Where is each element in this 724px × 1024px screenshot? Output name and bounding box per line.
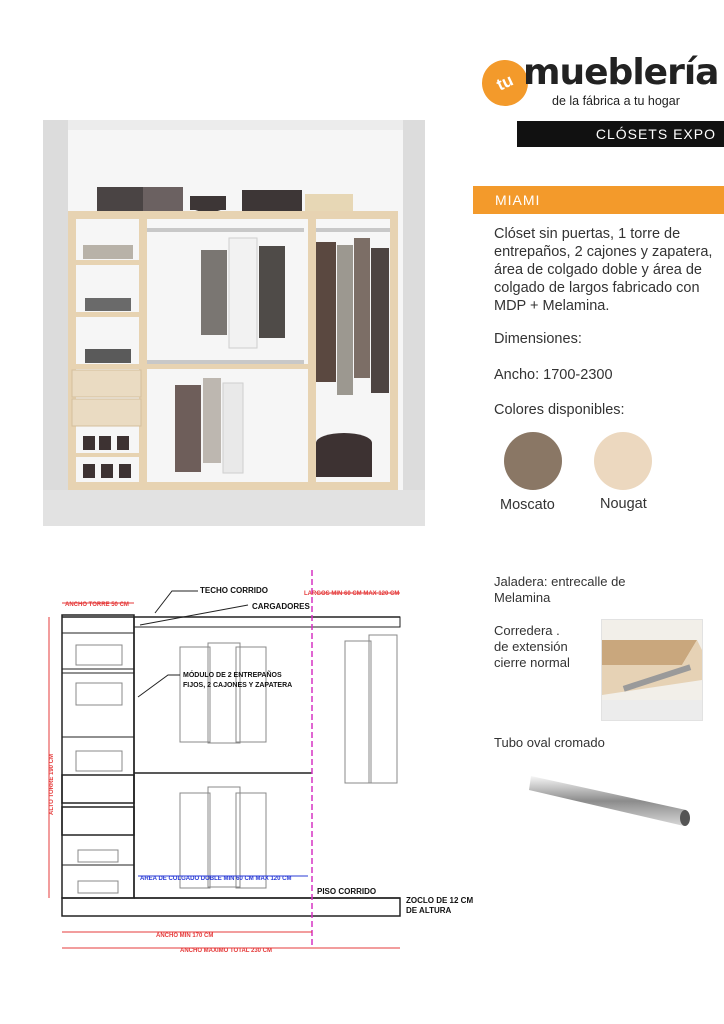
label-modulo-2: FIJOS, 2 CAJONES Y ZAPATERA [183, 682, 293, 689]
tube-photo [526, 768, 696, 828]
color-swatch-nougat [594, 432, 652, 490]
brand-badge-text: tu [493, 70, 517, 95]
technical-drawing-svg [40, 565, 490, 965]
colors-label: Colores disponibles: [494, 402, 625, 418]
dimensions-label: Dimensiones: [494, 331, 582, 347]
label-modulo-1: MÓDULO DE 2 ENTREPAÑOS [183, 672, 282, 679]
drawer-slide-illustration [602, 620, 702, 720]
label-ancho-max: ANCHO MAXIMO TOTAL 230 CM [180, 948, 273, 954]
label-alto-torre: ALTO TORRE 190 CM [49, 753, 55, 815]
brand-name: mueblería [523, 52, 719, 93]
label-zoclo-2: DE ALTURA [406, 906, 452, 915]
label-ancho-torre: ANCHO TORRE 50 CM [65, 602, 129, 608]
label-zoclo-1: ZOCLO DE 12 CM [406, 896, 474, 905]
color-swatch-moscato [504, 432, 562, 490]
brand-tagline: de la fábrica a tu hogar [552, 94, 680, 108]
slide-photo [601, 619, 703, 721]
color-name-nougat: Nougat [600, 496, 647, 512]
label-area-colgado: AREA DE COLGADO DOBLE MIN 60 CM MAX 120 CM [140, 876, 292, 882]
model-title: MIAMI [473, 186, 724, 214]
closet-illustration [43, 120, 425, 526]
feature-tube: Tubo oval cromado [494, 735, 605, 750]
color-name-moscato: Moscato [500, 497, 555, 513]
label-techo: TECHO CORRIDO [200, 586, 268, 595]
label-piso: PISO CORRIDO [317, 887, 377, 896]
technical-drawing [40, 565, 490, 965]
width-text: Ancho: 1700-2300 [494, 367, 613, 383]
closet-photo [43, 120, 425, 526]
label-largos: LARGOS MIN 60 CM MAX 120 CM [304, 591, 400, 597]
feature-slide: Corredera . de extensión cierre normal [494, 623, 570, 670]
label-cargadores: CARGADORES [252, 602, 310, 611]
oval-tube-illustration [526, 768, 696, 828]
feature-handle: Jaladera: entrecalle de Melamina [494, 574, 626, 605]
section-label: CLÓSETS EXPO [517, 121, 724, 147]
product-description: Clóset sin puertas, 1 torre de entrepaños, 2 cajones y zapatera, área de colgado doble y área de colgado de largos fabricado con MDP + Melamina. [494, 226, 713, 314]
label-ancho-min: ANCHO MIN 170 CM [156, 933, 214, 939]
